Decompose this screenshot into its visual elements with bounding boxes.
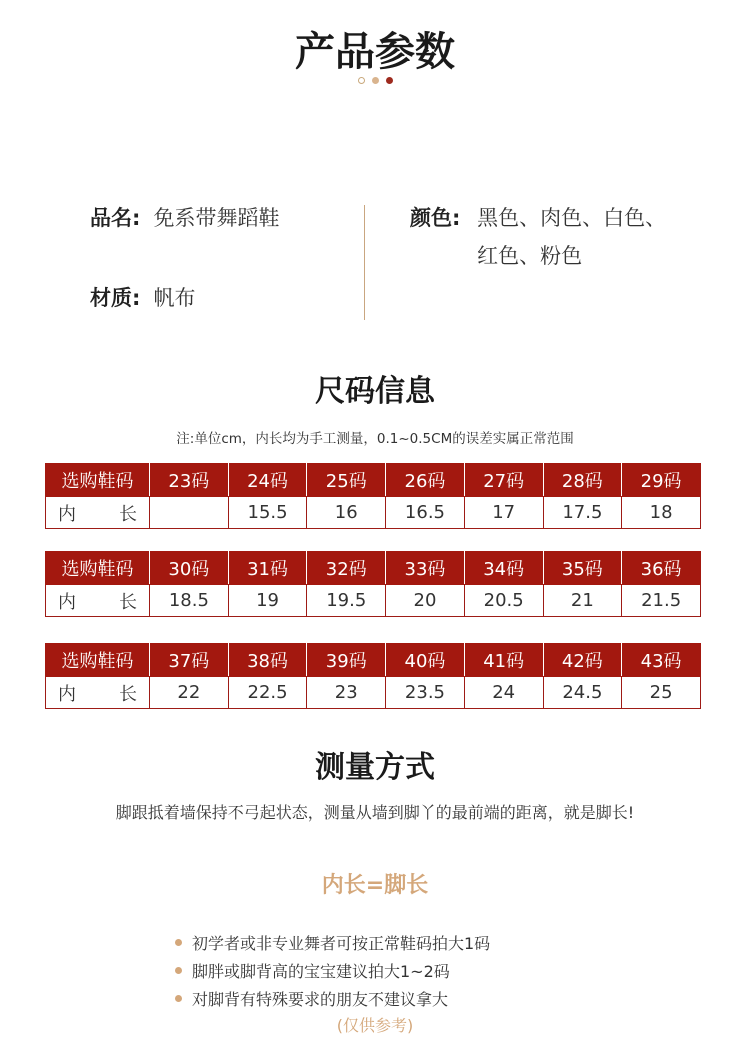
size-cell: 34码 [464,552,543,585]
length-label-b: 长 [119,591,137,613]
size-row-label: 选购鞋码 [46,552,150,585]
length-row [46,585,701,617]
length-cell: 19.5 [307,585,386,617]
material-row [90,282,196,312]
length-cell: 24.5 [543,677,622,709]
product-name-value: 免系带舞蹈鞋 [153,206,280,230]
size-cell: 28码 [543,464,622,497]
length-cell: 22 [150,677,229,709]
bullet-icon [175,939,182,946]
color-row [410,202,666,270]
length-row-label [46,585,150,617]
size-cell: 30码 [150,552,229,585]
color-value-line2: 红色、粉色 [477,244,583,268]
length-cell: 20 [386,585,465,617]
size-cell: 31码 [228,552,307,585]
info-divider [364,205,365,320]
size-row-label: 选购鞋码 [46,464,150,497]
size-cell: 35码 [543,552,622,585]
size-cell: 38码 [228,644,307,677]
length-label-a: 内 [58,503,76,525]
tips-list [175,928,490,1012]
length-cell: 24 [464,677,543,709]
length-label-b: 长 [119,503,137,525]
tip-text: 初学者或非专业舞者可按正常鞋码拍大1码 [192,933,491,953]
params-title: 产品参数 [295,29,455,75]
length-row-label [46,677,150,709]
measure-description: 脚跟抵着墙保持不弓起状态，测量从墙到脚丫的最前端的距离，就是脚长! [115,803,635,822]
material-label: 材质: [90,286,141,310]
size-cell: 39码 [307,644,386,677]
length-row [46,677,701,709]
length-cell: 16 [307,497,386,529]
size-cell: 42码 [543,644,622,677]
length-cell: 21 [543,585,622,617]
size-title: 尺码信息 [315,374,435,409]
length-cell: 23 [307,677,386,709]
size-note: 注:单位cm，内长均为手工测量，0.1~0.5CM的误差实属正常范围 [176,431,574,447]
length-label-a: 内 [58,683,76,705]
length-cell: 17 [464,497,543,529]
product-name-label: 品名: [90,206,141,230]
size-cell: 37码 [150,644,229,677]
measure-formula: 内长=脚长 [321,873,429,898]
tip-item [175,984,490,1012]
length-cell: 18 [622,497,701,529]
size-cell: 40码 [386,644,465,677]
size-table-2 [45,551,701,617]
length-cell: 23.5 [386,677,465,709]
size-table-1 [45,463,701,529]
bullet-icon [175,967,182,974]
size-table-3 [45,643,701,709]
title-decoration [0,77,750,84]
size-cell: 33码 [386,552,465,585]
color-value-line1: 黑色、肉色、白色、 [477,206,667,230]
reference-note: (仅供参考) [336,1016,414,1035]
length-row [46,497,701,529]
size-cell: 27码 [464,464,543,497]
size-cell: 36码 [622,552,701,585]
decoration-dot [358,77,365,84]
length-cell: 22.5 [228,677,307,709]
length-row-label [46,497,150,529]
tip-text: 对脚背有特殊要求的朋友不建议拿大 [192,989,449,1009]
size-cell: 23码 [150,464,229,497]
measure-title: 测量方式 [315,750,435,785]
size-cell: 43码 [622,644,701,677]
size-cell: 41码 [464,644,543,677]
size-header-row [46,464,701,497]
length-cell: 15.5 [228,497,307,529]
length-cell: 18.5 [150,585,229,617]
tip-text: 脚胖或脚背高的宝宝建议拍大1~2码 [192,961,450,981]
length-cell [150,497,229,529]
size-cell: 26码 [386,464,465,497]
decoration-dot [386,77,393,84]
size-header-row [46,644,701,677]
color-label: 颜色: [410,206,461,230]
tip-item [175,956,490,984]
size-cell: 24码 [228,464,307,497]
size-header-row [46,552,701,585]
size-cell: 25码 [307,464,386,497]
length-cell: 25 [622,677,701,709]
bullet-icon [175,995,182,1002]
length-cell: 17.5 [543,497,622,529]
size-row-label: 选购鞋码 [46,644,150,677]
length-label-a: 内 [58,591,76,613]
material-value: 帆布 [153,286,196,310]
product-name-row [90,202,280,232]
size-cell: 32码 [307,552,386,585]
length-cell: 19 [228,585,307,617]
tip-item [175,928,490,956]
length-cell: 16.5 [386,497,465,529]
length-cell: 20.5 [464,585,543,617]
length-cell: 21.5 [622,585,701,617]
decoration-dot [372,77,379,84]
length-label-b: 长 [119,683,137,705]
size-cell: 29码 [622,464,701,497]
